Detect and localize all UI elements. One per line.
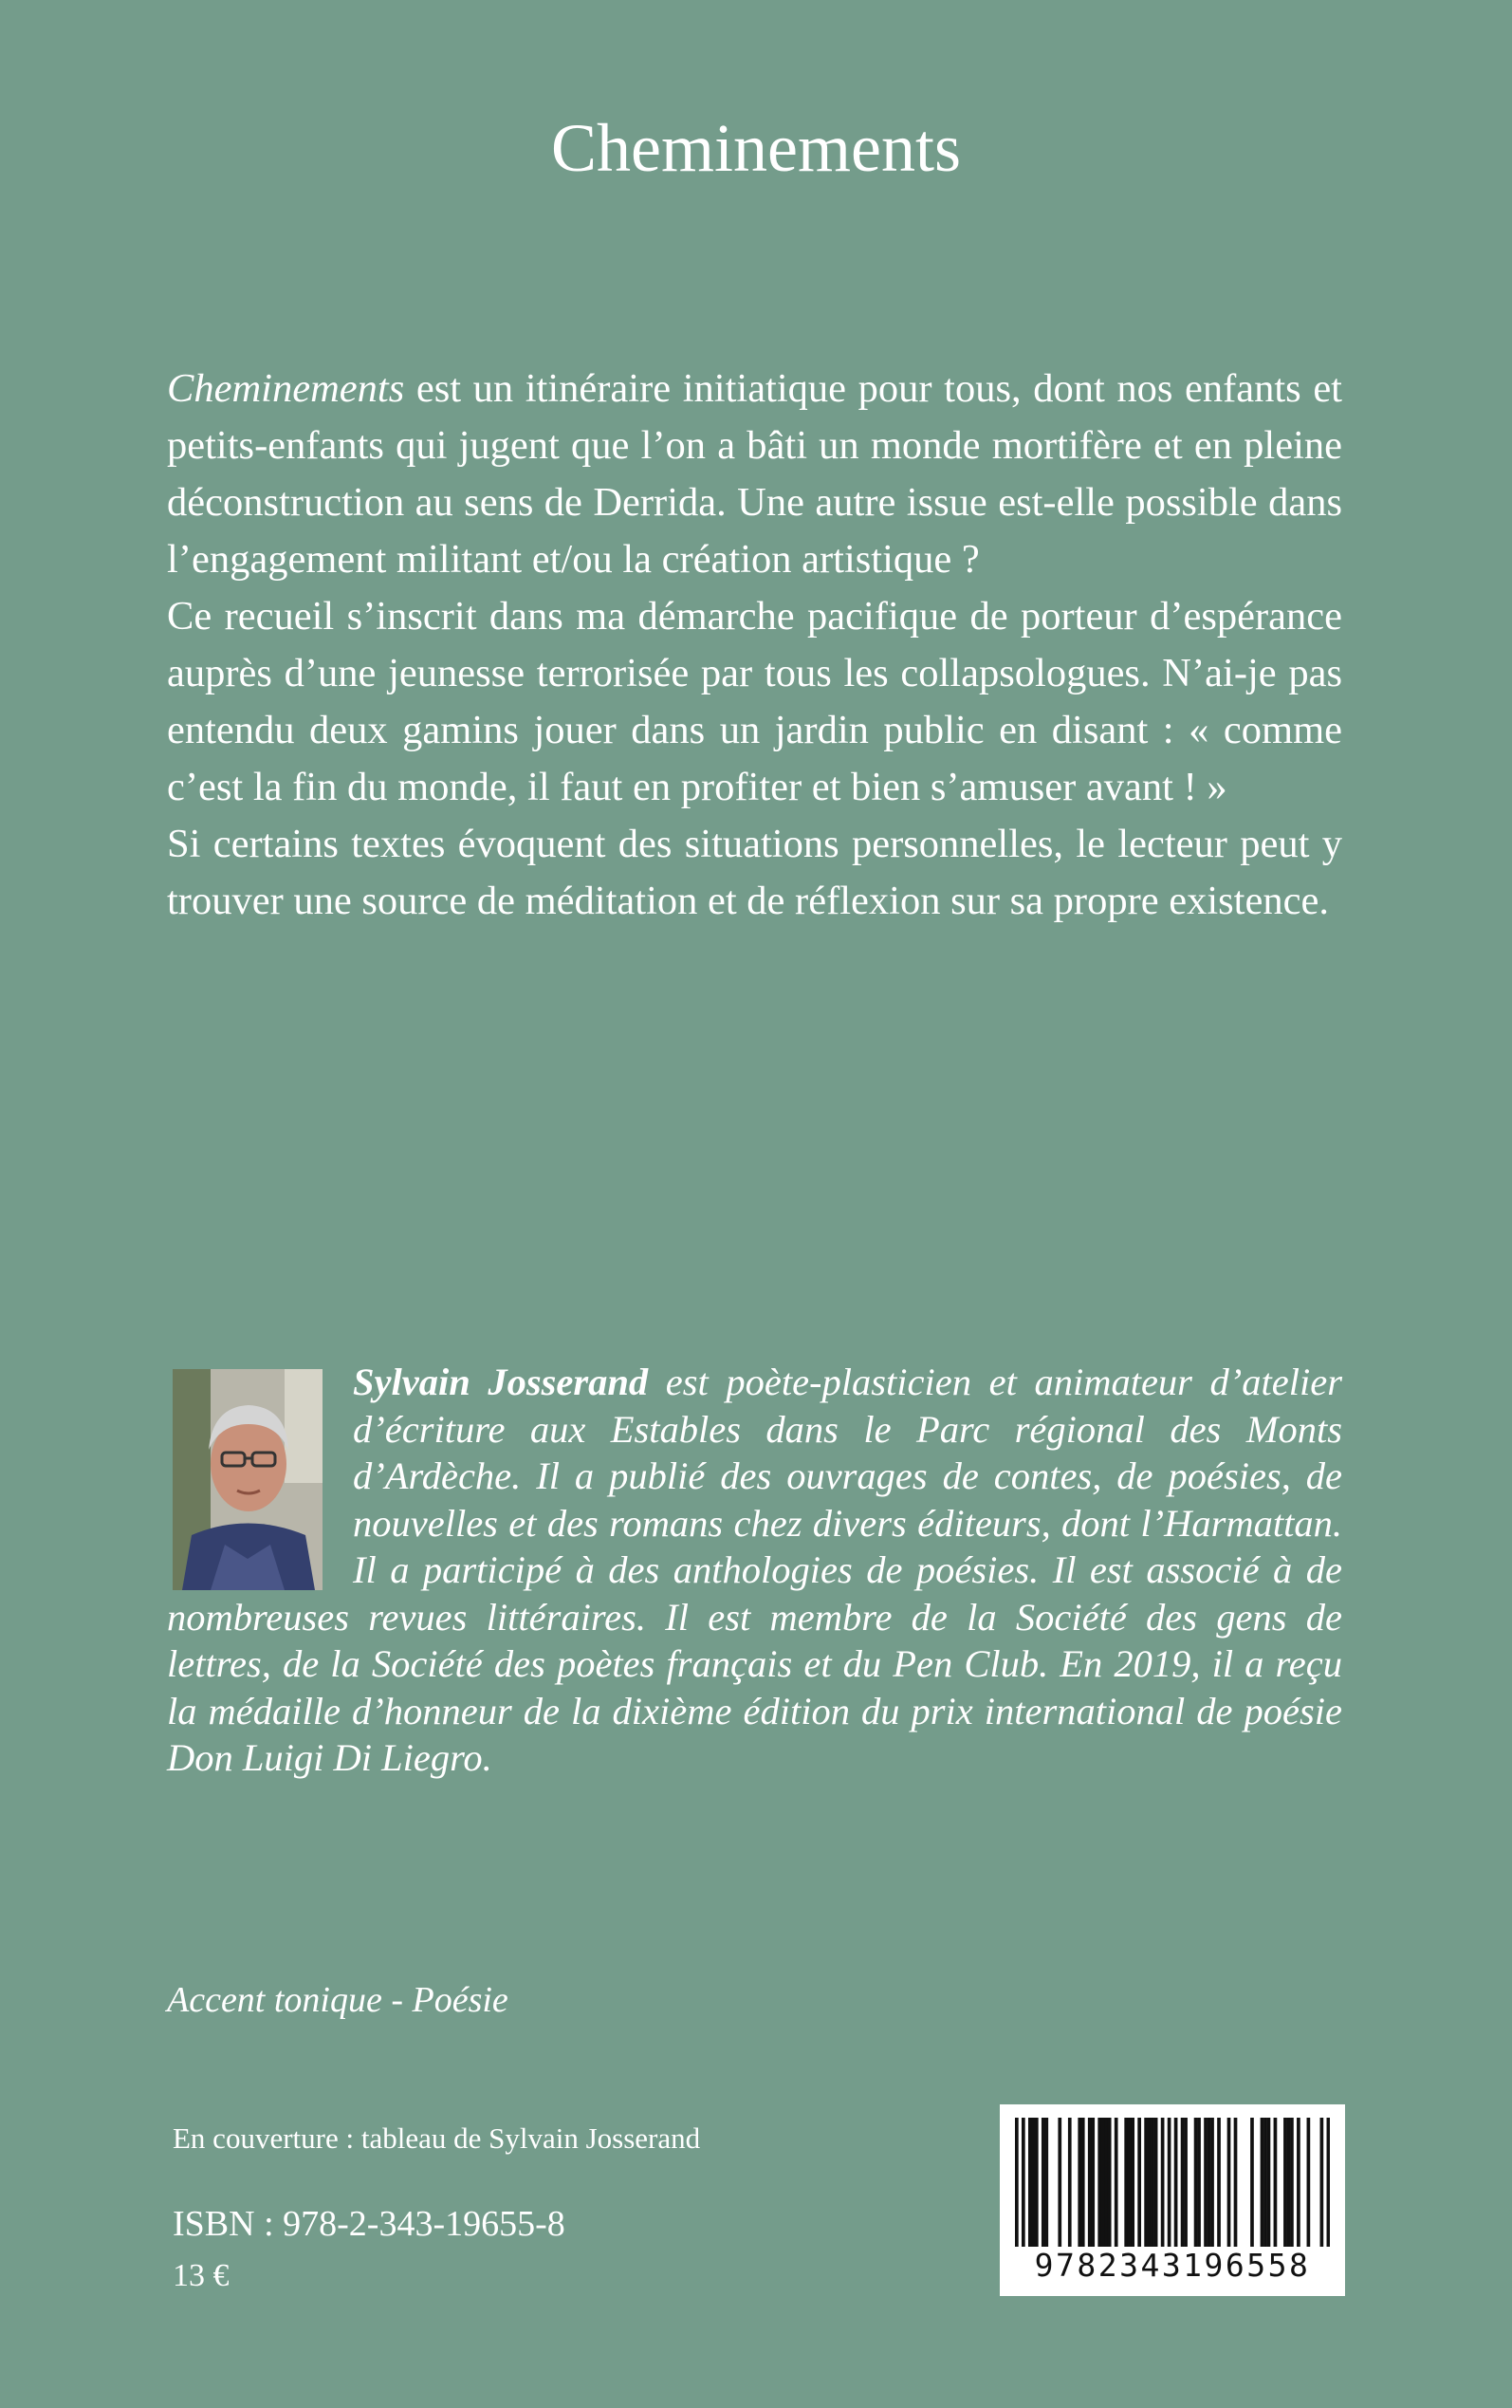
blurb-paragraph-1-text: est un itinéraire initiatique pour tous, dont nos enfants et petits-enfants qui jugent que l’on a bâti un monde mortifère et en pleine déconstruction au sens de Derrida. Une autre issue est-elle possible dans l’engagement militant et/ou la création artistique ? [167, 366, 1342, 582]
barcode-bar [1287, 2118, 1291, 2247]
barcode-bar [1068, 2118, 1072, 2247]
barcode-bars [1015, 2118, 1330, 2247]
barcode-bar [1028, 2118, 1032, 2247]
barcode-bar [1078, 2118, 1081, 2247]
cover-credit: En couverture : tableau de Sylvain Josserand [173, 2121, 701, 2155]
back-cover-blurb [167, 361, 1342, 930]
barcode-bar [1181, 2118, 1185, 2247]
barcode-bar [1267, 2118, 1271, 2247]
blurb-paragraph-3: Si certains textes évoquent des situations personnelles, le lecteur peut y trouver une source de méditation et de réflexion sur sa propre existence. [167, 822, 1342, 923]
blurb-title-italic: Cheminements [167, 366, 405, 411]
author-bio-text: est poète-plasticien et animateur d’atelier d’écriture aux Estables dans le Parc régional des Monts d’Ardèche. Il a publié des ouvrages de contes, de poésies, de nouvelles et des romans chez divers éditeurs, dont l’Harmattan. Il a participé à des anthologies de poésies. Il est associé à de nombreuses revues littéraires. Il est membre de la Société des gens de lettres, de la Société des poètes français et du Pen Club. En 2019, il a reçu la médaille d’honneur de la dixième édition du prix international de poésie Don Luigi Di Liegro. [167, 1361, 1343, 1779]
barcode-bar [1104, 2118, 1108, 2247]
barcode-bar [1168, 2118, 1171, 2247]
barcode-bar [1022, 2118, 1025, 2247]
barcode-bar [1263, 2118, 1267, 2247]
barcode-bar [1137, 2118, 1141, 2247]
barcode-bar [1042, 2118, 1045, 2247]
barcode-bar [1208, 2118, 1211, 2247]
collection-name: Accent tonique - Poésie [167, 1980, 508, 2020]
barcode-bar [1124, 2118, 1128, 2247]
blurb-paragraph-2: Ce recueil s’inscrit dans ma démarche pacifique de porteur d’espérance auprès d’une jeunesse terrorisée par tous les collapsologues. N’ai-je pas entendu deux gamins jouer dans un jardin public en disant : « comme c’est la fin du monde, il faut en profiter et bien s’amuser avant ! » [167, 594, 1342, 809]
barcode-bar [1044, 2118, 1048, 2247]
barcode-bar [1274, 2118, 1278, 2247]
barcode-bar [1148, 2118, 1152, 2247]
barcode-bar [1320, 2118, 1324, 2247]
barcode-bar [1031, 2118, 1035, 2247]
barcode-bar [1097, 2118, 1101, 2247]
barcode-bar [1115, 2118, 1118, 2247]
barcode-bar [1154, 2118, 1158, 2247]
isbn: ISBN : 978-2-343-19655-8 [173, 2204, 565, 2244]
barcode-bar [1015, 2118, 1019, 2247]
barcode-bar [1297, 2118, 1300, 2247]
barcode [1000, 2104, 1345, 2296]
barcode-bar [1327, 2118, 1330, 2247]
barcode-bar [1307, 2118, 1311, 2247]
barcode-bar [1088, 2118, 1092, 2247]
barcode-bar [1035, 2118, 1039, 2247]
book-title: Cheminements [551, 110, 961, 186]
barcode-bar [1250, 2118, 1254, 2247]
barcode-bar [1174, 2118, 1178, 2247]
barcode-bar [1210, 2118, 1214, 2247]
barcode-bar [1290, 2118, 1294, 2247]
barcode-bar [1184, 2118, 1188, 2247]
author-name: Sylvain Josserand [353, 1361, 649, 1403]
barcode-bar [1101, 2118, 1105, 2247]
barcode-bar [1108, 2118, 1112, 2247]
barcode-bar [1217, 2118, 1221, 2247]
barcode-digits: 9782343196558 [1034, 2247, 1311, 2284]
barcode-bar [1261, 2118, 1264, 2247]
barcode-bar [1197, 2118, 1201, 2247]
price: 13 € [173, 2258, 230, 2293]
barcode-bar [1081, 2118, 1085, 2247]
barcode-bar [1151, 2118, 1154, 2247]
blurb-paragraph-1 [167, 361, 1342, 588]
barcode-bar [1234, 2118, 1238, 2247]
barcode-bar [1204, 2118, 1208, 2247]
barcode-bar [1227, 2118, 1231, 2247]
barcode-bar [1091, 2118, 1095, 2247]
barcode-bar [1161, 2118, 1165, 2247]
author-bio [167, 1359, 1342, 1782]
barcode-bar [1194, 2118, 1198, 2247]
barcode-bar [1283, 2118, 1287, 2247]
barcode-bar [1058, 2118, 1061, 2247]
barcode-bar [1131, 2118, 1134, 2247]
barcode-bar [1144, 2118, 1148, 2247]
barcode-bar [1128, 2118, 1132, 2247]
